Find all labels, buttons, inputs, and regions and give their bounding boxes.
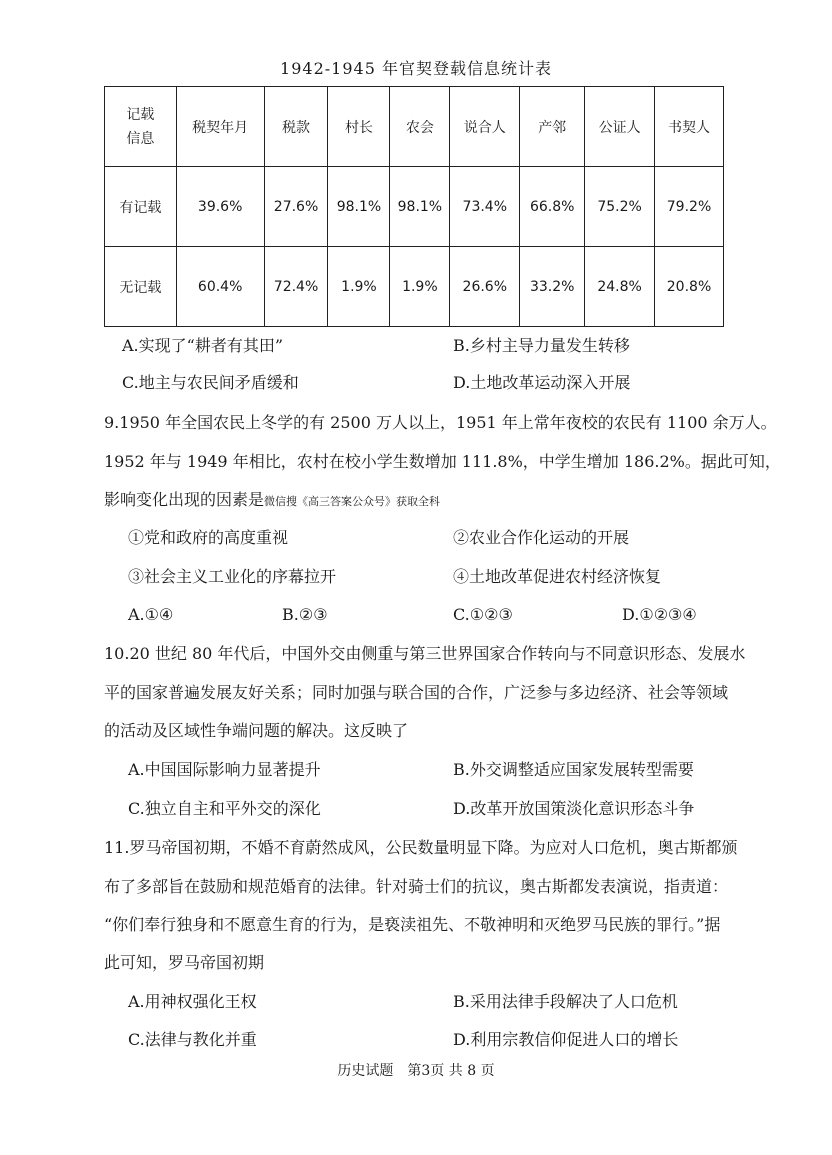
table-cell: 27.6% bbox=[264, 167, 328, 247]
table-title: 1942-1945 年官契登载信息统计表 bbox=[280, 59, 552, 78]
corner-line-1: 记载 bbox=[126, 106, 155, 123]
table-cell: 39.6% bbox=[176, 167, 264, 247]
table-corner-cell bbox=[105, 87, 177, 167]
q8-option-b: B.乡村主导力量发生转移 bbox=[453, 336, 630, 355]
table-cell: 75.2% bbox=[585, 167, 655, 247]
q9-stem-line-3 bbox=[104, 490, 440, 512]
table-header-row bbox=[105, 87, 724, 167]
column-header: 公证人 bbox=[585, 87, 655, 167]
table-cell: 73.4% bbox=[450, 167, 520, 247]
q9-option-b: B.②③ bbox=[282, 605, 328, 624]
q11-stem-line-2: 布了多部旨在鼓励和规范婚育的法律。针对骑士们的抗议，奥古斯都发表演说，指责道： bbox=[104, 877, 729, 896]
table-cell: 26.6% bbox=[450, 247, 520, 327]
q9-item-1: ①党和政府的高度重视 bbox=[128, 528, 289, 547]
q8-option-d: D.土地改革运动深入开展 bbox=[453, 373, 631, 392]
corner-line-2: 信息 bbox=[126, 130, 155, 147]
q9-option-c: C.①②③ bbox=[453, 605, 513, 624]
table-cell: 1.9% bbox=[328, 247, 390, 327]
q11-stem-line-4: 此可知，罗马帝国初期 bbox=[104, 953, 265, 972]
column-header: 农会 bbox=[390, 87, 450, 167]
row-label: 有记载 bbox=[105, 167, 177, 247]
q9-stem-text: 影响变化出现的因素是 bbox=[104, 490, 265, 509]
q10-option-b: B.外交调整适应国家发展转型需要 bbox=[453, 760, 694, 779]
q10-stem-line-2: 平的国家普遍发展友好关系；同时加强与联合国的合作，广泛参与多边经济、社会等领域 bbox=[104, 683, 729, 702]
q10-option-c: C.独立自主和平外交的深化 bbox=[128, 799, 321, 818]
q11-option-a: A.用神权强化王权 bbox=[128, 992, 257, 1011]
column-header: 村长 bbox=[328, 87, 390, 167]
table-cell: 60.4% bbox=[176, 247, 264, 327]
table-cell: 24.8% bbox=[585, 247, 655, 327]
q9-item-4: ④土地改革促进农村经济恢复 bbox=[453, 567, 662, 586]
q10-stem-line-3: 的活动及区域性争端问题的解决。这反映了 bbox=[104, 721, 409, 740]
q11-stem-line-1: 11.罗马帝国初期，不婚不育蔚然成风，公民数量明显下降。为应对人口危机，奥古斯都颁 bbox=[104, 838, 738, 857]
q10-option-d: D.改革开放国策淡化意识形态斗争 bbox=[453, 799, 695, 818]
q11-option-b: B.采用法律手段解决了人口危机 bbox=[453, 992, 678, 1011]
q11-option-c: C.法律与教化并重 bbox=[128, 1030, 257, 1049]
stats-table bbox=[104, 86, 724, 327]
table-cell: 66.8% bbox=[520, 167, 585, 247]
table-row bbox=[105, 247, 724, 327]
q11-option-d: D.利用宗教信仰促进人口的增长 bbox=[453, 1030, 679, 1049]
table-cell: 33.2% bbox=[520, 247, 585, 327]
q9-option-a: A.①④ bbox=[128, 605, 174, 624]
column-header: 说合人 bbox=[450, 87, 520, 167]
table-cell: 98.1% bbox=[390, 167, 450, 247]
q11-stem-line-3: “你们奉行独身和不愿意生育的行为，是亵渎祖先、不敬神明和灭绝罗马民族的罪行。”据 bbox=[104, 915, 721, 934]
q10-stem-line-1: 10.20 世纪 80 年代后，中国外交由侧重与第三世界国家合作转向与不同意识形态、发展水 bbox=[104, 644, 746, 663]
q8-option-c: C.地主与农民间矛盾缓和 bbox=[122, 373, 299, 392]
column-header: 书契人 bbox=[655, 87, 724, 167]
column-header: 税契年月 bbox=[176, 87, 264, 167]
table-cell: 20.8% bbox=[655, 247, 724, 327]
table-cell: 98.1% bbox=[328, 167, 390, 247]
column-header: 产邻 bbox=[520, 87, 585, 167]
row-label: 无记载 bbox=[105, 247, 177, 327]
table-row bbox=[105, 167, 724, 247]
table-cell: 79.2% bbox=[655, 167, 724, 247]
q8-option-a: A.实现了“耕者有其田” bbox=[122, 336, 284, 355]
q9-option-d: D.①②③④ bbox=[622, 605, 697, 624]
column-header: 税款 bbox=[264, 87, 328, 167]
page-footer: 历史试题 第3页 共 8 页 bbox=[337, 1063, 495, 1079]
q9-item-3: ③社会主义工业化的序幕拉开 bbox=[128, 567, 337, 586]
table-cell: 1.9% bbox=[390, 247, 450, 327]
q9-note: 微信搜《高三答案公众号》获取全科 bbox=[264, 495, 441, 508]
table-cell: 72.4% bbox=[264, 247, 328, 327]
q9-stem-line-1: 9.1950 年全国农民上冬学的有 2500 万人以上，1951 年上常年夜校的农民有 1100 余万人。 bbox=[104, 413, 777, 432]
q10-option-a: A.中国国际影响力显著提升 bbox=[128, 760, 321, 779]
q9-stem-line-2: 1952 年与 1949 年相比，农村在校小学生数增加 111.8%，中学生增加 186.2%。据此可知， bbox=[104, 452, 781, 471]
q9-item-2: ②农业合作化运动的开展 bbox=[453, 528, 630, 547]
